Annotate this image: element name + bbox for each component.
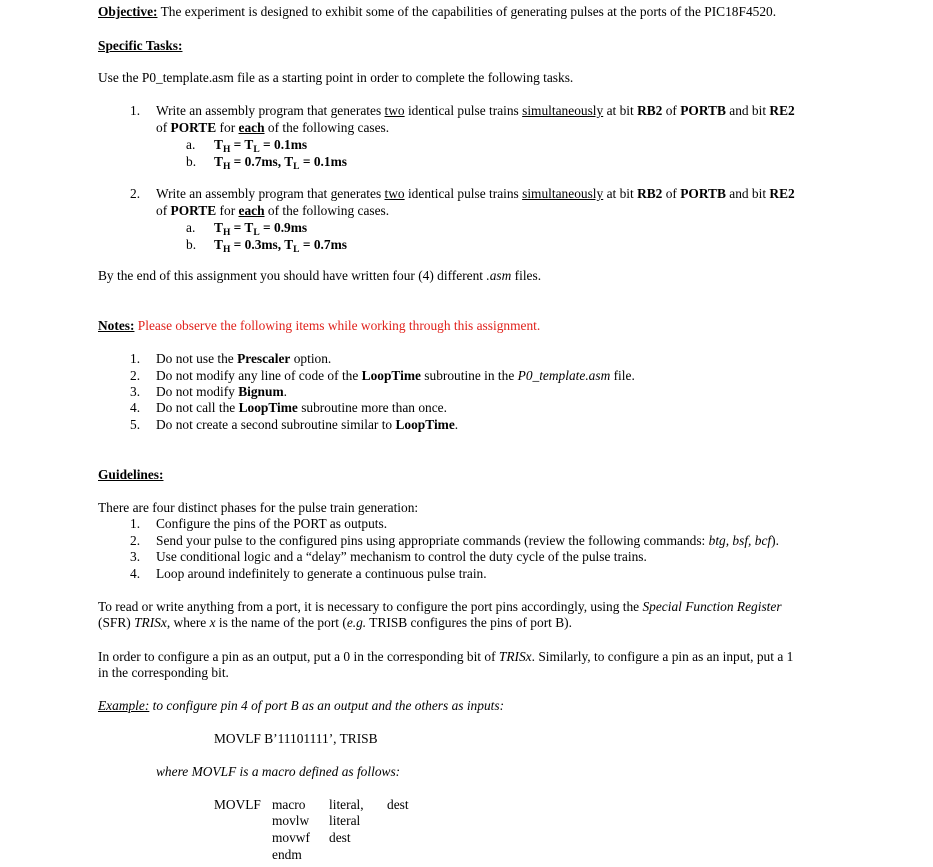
- example-label: Example:: [98, 698, 150, 713]
- case-text: = T: [230, 220, 254, 235]
- paragraph-text: e.g.: [346, 615, 367, 630]
- notes-label: Notes:: [98, 318, 135, 333]
- case-text: T: [214, 237, 223, 252]
- note-text: subroutine more than once.: [297, 400, 447, 415]
- macro-row-1-col-2: macro: [272, 797, 306, 812]
- note-number: 3.: [130, 384, 141, 399]
- note-text: Do not modify: [156, 384, 239, 399]
- example-line: [98, 698, 504, 714]
- case-sub: H: [222, 162, 231, 172]
- case-letter: a.: [186, 137, 196, 152]
- pin-direction-paragraph-line-1: [98, 649, 793, 665]
- macro-caption: where MOVLF is a macro defined as follows:: [156, 764, 401, 779]
- case-text: T: [214, 137, 223, 152]
- task-text: PORTE: [170, 120, 217, 135]
- task-text: and bit: [725, 186, 770, 201]
- case-letter: a.: [186, 220, 196, 235]
- guideline-number: 2.: [130, 533, 141, 548]
- case-text: = 0.1ms: [299, 154, 347, 169]
- paragraph-text: TRISB configures the pins of port B).: [366, 615, 572, 630]
- case-text: = 0.7ms, T: [230, 154, 294, 169]
- task-1-number: 1.: [130, 103, 141, 118]
- note-text: subroutine in the: [420, 368, 518, 383]
- case-letter: b.: [186, 237, 197, 252]
- task-2-case-b: [186, 237, 347, 258]
- note-text: option.: [290, 351, 332, 366]
- task-1-line-1: [130, 103, 795, 119]
- note-number: 1.: [130, 351, 141, 366]
- case-sub: L: [253, 145, 260, 155]
- note-text: file.: [610, 368, 635, 383]
- notes-text: Please observe the following items while working through this assignment.: [134, 318, 541, 333]
- paragraph-text: To read or write anything from a port, it is necessary to configure the port pins accordingly, using the: [98, 599, 643, 614]
- paragraph-text: , where: [166, 615, 210, 630]
- guideline-item-1: [130, 516, 387, 532]
- guideline-item-2: [130, 533, 779, 549]
- note-item-3: [130, 384, 287, 400]
- specific-tasks-heading: Specific Tasks:: [98, 38, 183, 53]
- macro-row-1-col-4: dest: [387, 797, 409, 812]
- task-text: simultaneously: [522, 103, 604, 118]
- case-sub: L: [293, 245, 300, 255]
- note-text: Do not call the: [156, 400, 239, 415]
- task-text: at bit: [603, 186, 638, 201]
- case-sub: L: [253, 228, 260, 238]
- example-text: to configure pin 4 of port B as an output and the others as inputs:: [149, 698, 505, 713]
- task-2-line-1: [130, 186, 795, 202]
- task-text: PORTB: [680, 103, 726, 118]
- objective-line: [98, 4, 776, 20]
- summary-text: files.: [511, 268, 542, 283]
- case-text: = T: [230, 137, 254, 152]
- task-text: and bit: [725, 103, 770, 118]
- paragraph-text: x: [209, 615, 216, 630]
- note-text: LoopTime: [361, 368, 421, 383]
- note-text: LoopTime: [238, 400, 298, 415]
- macro-row-3-col-2: dest: [329, 830, 351, 845]
- guideline-number: 3.: [130, 549, 141, 564]
- paragraph-text: TRISx: [498, 649, 532, 664]
- paragraph-text: In order to configure a pin as an output, put a 0 in the corresponding bit of: [98, 649, 499, 664]
- task-text: two: [384, 186, 405, 201]
- objective-text: The experiment is designed to exhibit some of the capabilities of generating pulses at the ports of the PIC18F4520.: [157, 4, 777, 19]
- guideline-text: Use conditional logic and a “delay” mechanism to control the duty cycle of the pulse trains.: [156, 549, 647, 564]
- paragraph-text: (SFR): [98, 615, 135, 630]
- guideline-text: ).: [771, 533, 779, 548]
- note-item-5: [130, 417, 458, 433]
- task-text: of: [156, 120, 171, 135]
- case-text: = 0.7ms: [299, 237, 347, 252]
- note-text: P0_template.asm: [517, 368, 611, 383]
- case-text: = 0.9ms: [259, 220, 308, 235]
- task-text: of the following cases.: [264, 120, 390, 135]
- case-text: = 0.1ms: [259, 137, 308, 152]
- guideline-number: 4.: [130, 566, 141, 581]
- note-text: Do not modify any line of code of the: [156, 368, 362, 383]
- macro-row-2-col-2: literal: [329, 813, 361, 828]
- example-code-line: MOVLF B’11101111’, TRISB: [214, 731, 378, 746]
- task-text: of: [662, 186, 681, 201]
- task-text: RE2: [769, 103, 795, 118]
- guideline-commands: btg, bsf, bcf: [708, 533, 772, 548]
- port-config-paragraph-line-2: [98, 615, 572, 631]
- macro-row-1-col-1: MOVLF: [214, 797, 261, 812]
- task-1-case-b: [186, 154, 347, 175]
- case-sub: L: [293, 162, 300, 172]
- task-text: identical pulse trains: [404, 186, 523, 201]
- paragraph-text: Special Function Register: [642, 599, 782, 614]
- task-text: of the following cases.: [264, 203, 390, 218]
- task-text: for: [216, 120, 239, 135]
- note-text: Bignum: [238, 384, 284, 399]
- objective-label: Objective:: [98, 4, 158, 19]
- guideline-item-3: [130, 549, 647, 565]
- task-2-line-2: [156, 203, 389, 219]
- guideline-text: Loop around indefinitely to generate a continuous pulse train.: [156, 566, 487, 581]
- guideline-item-4: [130, 566, 487, 582]
- summary-text: By the end of this assignment you should have written four (4) different: [98, 268, 487, 283]
- guideline-text: Configure the pins of the PORT as outputs.: [156, 516, 388, 531]
- task-1-line-2: [156, 120, 389, 136]
- note-text: .: [454, 417, 459, 432]
- macro-row-2-col-1: movlw: [272, 813, 310, 828]
- case-text: T: [214, 220, 223, 235]
- case-sub: H: [222, 228, 231, 238]
- macro-row-3-col-1: movwf: [272, 830, 310, 845]
- task-text: RB2: [637, 186, 663, 201]
- guideline-text: Send your pulse to the configured pins using appropriate commands (review the following commands:: [156, 533, 709, 548]
- task-text: RE2: [769, 186, 795, 201]
- note-item-2: [130, 368, 635, 384]
- intro-text: Use the P0_template.asm file as a starting point in order to complete the following tasks.: [98, 70, 574, 85]
- case-letter: b.: [186, 154, 197, 169]
- case-text: T: [214, 154, 223, 169]
- note-number: 2.: [130, 368, 141, 383]
- guidelines-intro: There are four distinct phases for the pulse train generation:: [98, 500, 419, 515]
- task-text: PORTB: [680, 186, 726, 201]
- case-sub: H: [222, 145, 231, 155]
- note-text: Do not create a second subroutine similar to: [156, 417, 396, 432]
- task-text: of: [156, 203, 171, 218]
- note-item-4: [130, 400, 447, 416]
- task-text: Write an assembly program that generates: [156, 186, 385, 201]
- specific-tasks-intro: [98, 70, 573, 86]
- task-text: identical pulse trains: [404, 103, 523, 118]
- task-text: for: [216, 203, 239, 218]
- paragraph-text: is the name of the port (: [215, 615, 347, 630]
- macro-row-4-col-1: endm: [272, 847, 302, 862]
- task-text: two: [384, 103, 405, 118]
- guidelines-heading: Guidelines:: [98, 467, 164, 482]
- pin-direction-paragraph-line-2: in the corresponding bit.: [98, 665, 229, 680]
- task-text: RB2: [637, 103, 663, 118]
- guideline-number: 1.: [130, 516, 141, 531]
- task-2-number: 2.: [130, 186, 141, 201]
- case-sub: H: [222, 245, 231, 255]
- task-text: PORTE: [170, 203, 217, 218]
- task-text: simultaneously: [522, 186, 604, 201]
- note-text: Do not use the: [156, 351, 238, 366]
- case-text: = 0.3ms, T: [230, 237, 294, 252]
- note-text: Prescaler: [237, 351, 291, 366]
- paragraph-text: . Similarly, to configure a pin as an input, put a 1: [531, 649, 794, 664]
- note-text: .: [283, 384, 287, 399]
- notes-line: [98, 318, 540, 334]
- assignment-summary: [98, 268, 541, 284]
- paragraph-text: TRISx: [134, 615, 167, 630]
- note-number: 5.: [130, 417, 141, 432]
- task-text: each: [238, 120, 265, 135]
- task-text: at bit: [603, 103, 638, 118]
- note-item-1: [130, 351, 331, 367]
- macro-row-1-col-3: literal,: [329, 797, 364, 812]
- summary-text: .asm: [486, 268, 512, 283]
- note-number: 4.: [130, 400, 141, 415]
- task-text: of: [662, 103, 681, 118]
- port-config-paragraph-line-1: [98, 599, 782, 615]
- task-text: Write an assembly program that generates: [156, 103, 385, 118]
- task-text: each: [238, 203, 265, 218]
- note-text: LoopTime: [395, 417, 455, 432]
